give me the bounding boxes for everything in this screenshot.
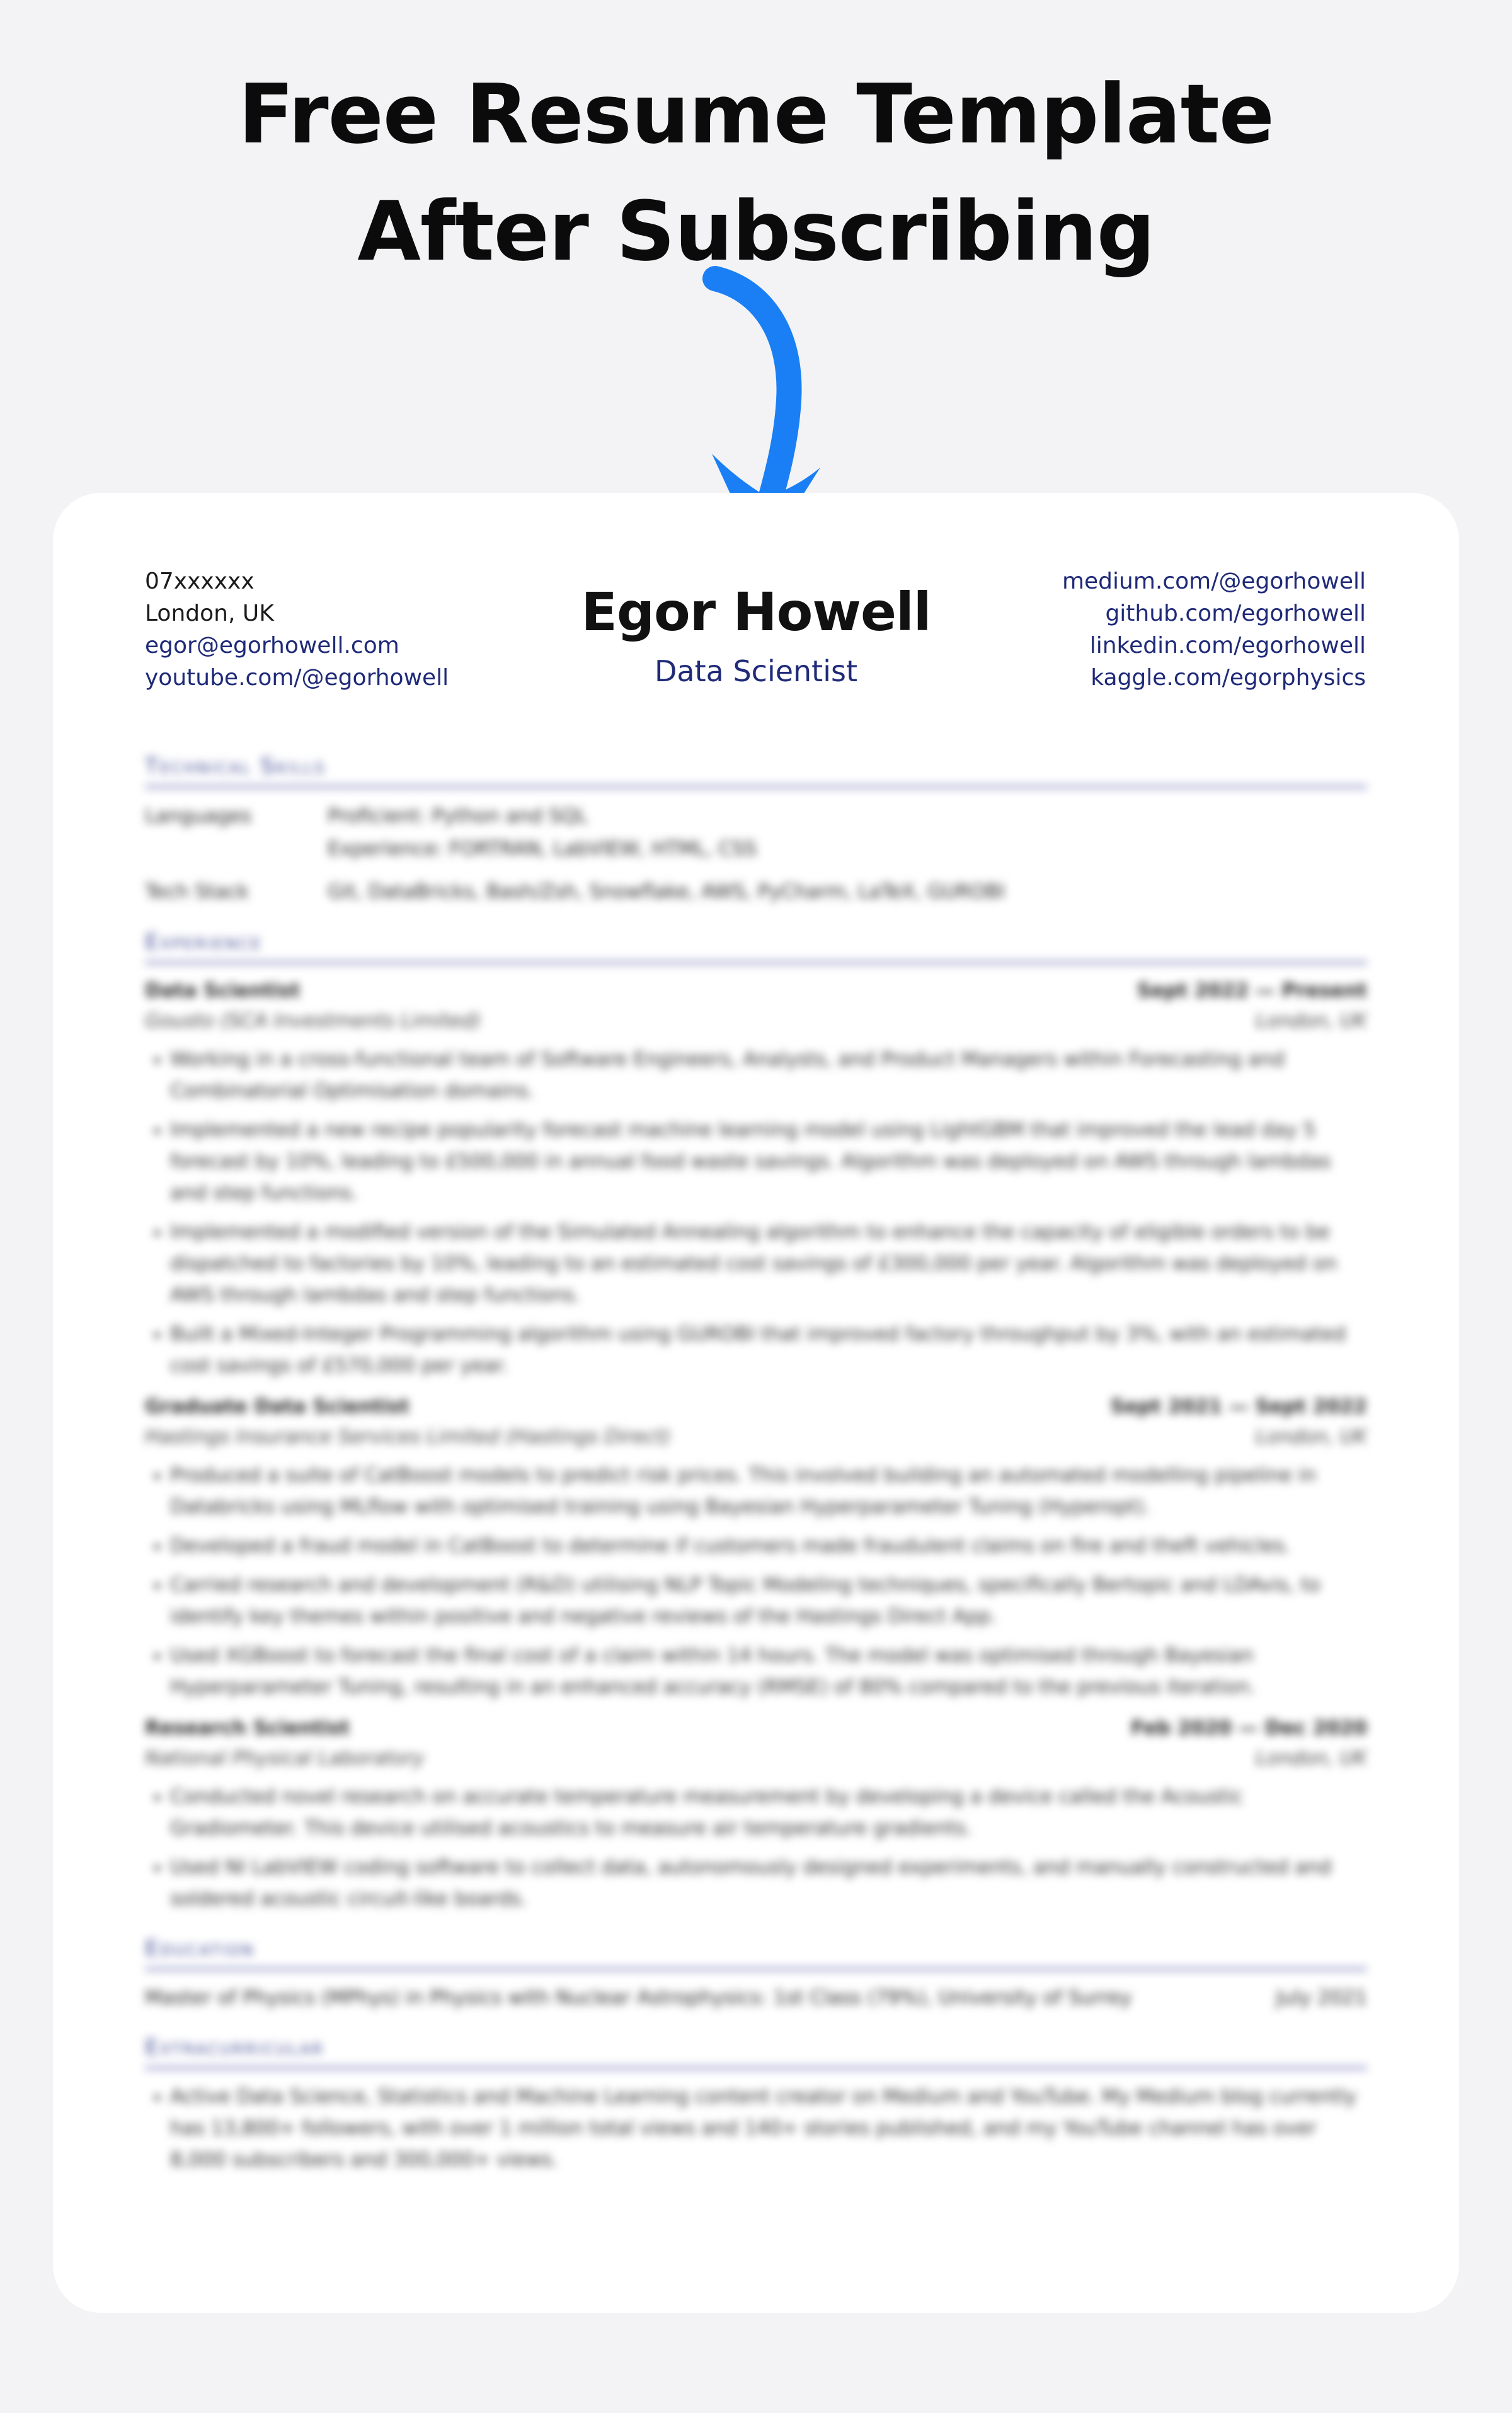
list-item: • Produced a suite of CatBoost models to predict risk prices. This involved building an automated modelling pipeline in Databricks using MLflow with optimised training using Bayesian Hyperparameter Tuning (Hyperopt). bbox=[170, 1460, 1367, 1523]
job-entry bbox=[145, 1713, 1367, 1915]
extracurricular-section bbox=[145, 2035, 1367, 2175]
skill-key: Tech Stack bbox=[145, 880, 249, 903]
skill-value: Experience: FORTRAN, LabVIEW, HTML, CSS bbox=[328, 838, 757, 860]
degree: Master of Physics (MPhys) in Physics with Nuclear Astrophysics: 1st Class (79%), University of Surrey bbox=[145, 1986, 1132, 2009]
job-head bbox=[145, 976, 1367, 1006]
job-entry bbox=[145, 1391, 1367, 1703]
job-title: Data Scientist bbox=[145, 979, 301, 1002]
resume-role: Data Scientist bbox=[655, 654, 857, 688]
github-link[interactable]: github.com/egorhowell bbox=[1105, 601, 1366, 626]
job-location: London, UK bbox=[1256, 1425, 1367, 1448]
list-item: • Used XGBoost to forecast the final cost of a claim within 14 hours. The model was optimised through Bayesian Hyperparameter Tuning, resulting in an enhanced accuracy (RMSE) of 80% compared to the previous iteration. bbox=[170, 1640, 1367, 1703]
list-item: • Implemented a new recipe popularity forecast machine learning model using LightGBM that improved the lead day 5 forecast by 10%, leading to £500,000 in annual food waste savings. Algorithm was deployed on AWS through lambdas and step functions. bbox=[170, 1114, 1367, 1209]
extracurricular-bullets bbox=[145, 2081, 1367, 2175]
job-company: Hastings Insurance Services Limited (Hastings Direct) bbox=[145, 1425, 671, 1448]
list-item: • Working in a cross-functional team of Software Engineers, Analysts, and Product Managers within Forecasting and Combinatorial Optimisation domains. bbox=[170, 1044, 1367, 1107]
location: London, UK bbox=[145, 601, 274, 626]
skill-row bbox=[145, 800, 1367, 865]
job-dates: Sept 2022 — Present bbox=[1137, 979, 1367, 1002]
section-title: Education bbox=[145, 1936, 1367, 1971]
resume-name: Egor Howell bbox=[581, 581, 931, 643]
job-title: Research Scientist bbox=[145, 1717, 350, 1739]
skill-value: Git, DataBricks, Bash/Zsh, Snowflake, AWS, PyCharm, LaTeX, GUROBI bbox=[328, 880, 1005, 903]
job-company: Gousto (SCA Investments Limited) bbox=[145, 1010, 481, 1032]
linkedin-link[interactable]: linkedin.com/egorhowell bbox=[1089, 633, 1366, 659]
section-title: Experience bbox=[145, 930, 1367, 964]
job-head bbox=[145, 1391, 1367, 1422]
list-item: • Carried research and development (R&D) utilising NLP Topic Modeling techniques, specifically Bertopic and LDAvis, to identify key themes within positive and negative reviews of the Hastings Direct App. bbox=[170, 1569, 1367, 1632]
list-item: • Used NI LabVIEW coding software to collect data, autonomously designed experiments, and manually constructed and soldered acoustic circuit-like boards. bbox=[170, 1852, 1367, 1915]
job-sub bbox=[145, 1743, 1367, 1773]
experience-section bbox=[145, 930, 1367, 1915]
section-title: Technical Skills bbox=[145, 754, 1367, 788]
resume-card bbox=[53, 493, 1459, 2313]
list-item: • Implemented a modified version of the Simulated Annealing algorithm to enhance the capacity of eligible orders to be dispatched to factories by 10%, leading to an estimated cost savings of £300,000 per year. Algorithm was deployed on AWS through lambdas and step functions. bbox=[170, 1216, 1367, 1311]
blurred-resume-body bbox=[145, 732, 1367, 2270]
skills-section bbox=[145, 754, 1367, 908]
headline-line-1: Free Resume Template bbox=[238, 66, 1274, 162]
list-item: • Active Data Science, Statistics and Machine Learning content creator on Medium and YouTube. My Medium blog currently has 13,800+ followers, with over 1 million total views and 140+ stories published, and my YouTube channel has over 8,000 subscribers and 300,000+ views. bbox=[170, 2081, 1367, 2175]
job-dates: Sept 2021 — Sept 2022 bbox=[1110, 1395, 1367, 1418]
skill-key: Languages bbox=[145, 805, 252, 827]
job-company: National Physical Laboratory bbox=[145, 1747, 425, 1770]
job-head bbox=[145, 1713, 1367, 1743]
job-bullets bbox=[145, 1781, 1367, 1915]
job-sub bbox=[145, 1006, 1367, 1036]
headline bbox=[0, 55, 1512, 290]
job-bullets bbox=[145, 1460, 1367, 1703]
job-entry bbox=[145, 976, 1367, 1381]
skill-row bbox=[145, 875, 1367, 908]
job-location: London, UK bbox=[1256, 1010, 1367, 1032]
section-title: Extracurricular bbox=[145, 2035, 1367, 2070]
job-location: London, UK bbox=[1256, 1747, 1367, 1770]
phone-number: 07xxxxxx bbox=[145, 568, 255, 594]
headline-line-2: After Subscribing bbox=[357, 183, 1155, 279]
email-link[interactable]: egor@egorhowell.com bbox=[145, 633, 399, 659]
job-title: Graduate Data Scientist bbox=[145, 1395, 410, 1418]
job-bullets bbox=[145, 1044, 1367, 1381]
kaggle-link[interactable]: kaggle.com/egorphysics bbox=[1091, 665, 1366, 691]
list-item: • Conducted novel research on accurate temperature measurement by developing a device called the Acoustic Gradiometer. This device utilised acoustics to measure air temperature gradients. bbox=[170, 1781, 1367, 1844]
list-item: • Developed a fraud model in CatBoost to determine if customers made fraudulent claims on fire and theft vehicles. bbox=[170, 1530, 1367, 1562]
job-sub bbox=[145, 1422, 1367, 1452]
education-section bbox=[145, 1936, 1367, 2013]
medium-link[interactable]: medium.com/@egorhowell bbox=[1062, 568, 1366, 594]
education-row bbox=[145, 1982, 1367, 2013]
skill-value: Proficient: Python and SQL bbox=[328, 805, 588, 827]
list-item: • Built a Mixed-Integer Programming algorithm using GUROBI that improved factory throughput by 3%, with an estimated cost savings of £570,000 per year. bbox=[170, 1318, 1367, 1381]
youtube-link[interactable]: youtube.com/@egorhowell bbox=[145, 665, 449, 691]
job-dates: Feb 2020 — Dec 2020 bbox=[1131, 1717, 1367, 1739]
contact-right bbox=[1062, 565, 1366, 694]
degree-date: July 2021 bbox=[1276, 1986, 1367, 2009]
skill-values bbox=[328, 800, 757, 865]
